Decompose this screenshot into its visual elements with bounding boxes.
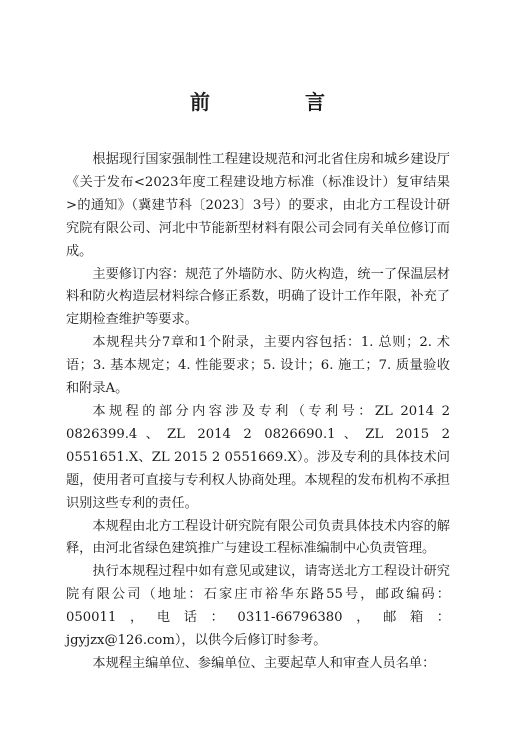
paragraph-basis: 根据现行国家强制性工程建设规范和河北省住房和城乡建设厅《关于发布<2023年度工程建设地方标准（标准设计）复审结果>的通知》（冀建节科〔2023〕3号）的要求，由北方工程设计研究院有限公司、河北中节能新型材料有限公司会同有关单位修订而成。 [66, 152, 450, 259]
paragraph-contributors: 本规程主编单位、参编单位、主要起草人和审查人员名单： [92, 655, 436, 671]
paragraph-contents: 本规程共分7章和1个附录，主要内容包括：1. 总则；2. 术语；3. 基本规定；4. 性能要求；5. 设计；6. 施工；7. 质量验收和附录A。 [66, 335, 450, 397]
paragraph-interpretation: 本规程由北方工程设计研究院有限公司负责具体技术内容的解释，由河北省绿色建筑推广与建设工程标准编制中心负责管理。 [66, 518, 450, 557]
page-title: 前 言 [190, 90, 369, 114]
paragraph-patents: 本规程的部分内容涉及专利（专利号：ZL 2014 2 0826399.4、ZL 2014 2 0826690.1、ZL 2015 2 0551651.X、ZL 2015 2 0551669.X）。涉及专利的具体技术问题，使用者可直接与专利权人协商处理。本规程的发布机构不承担识别这些专利的责任。 [66, 403, 450, 511]
paragraph-revisions: 主要修订内容：规范了外墙防水、防火构造，统一了保温层材料和防火构造层材料综合修正系数，明确了设计工作年限，补充了定期检查维护等要求。 [66, 266, 450, 328]
paragraph-feedback: 执行本规程过程中如有意见或建议，请寄送北方工程设计研究院有限公司（地址：石家庄市裕华东路55号，邮政编码：050011，电话：0311-66796380，邮箱：jgyjzx@126.com），以供今后修订时参考。 [66, 564, 450, 649]
preface-body [66, 149, 450, 676]
